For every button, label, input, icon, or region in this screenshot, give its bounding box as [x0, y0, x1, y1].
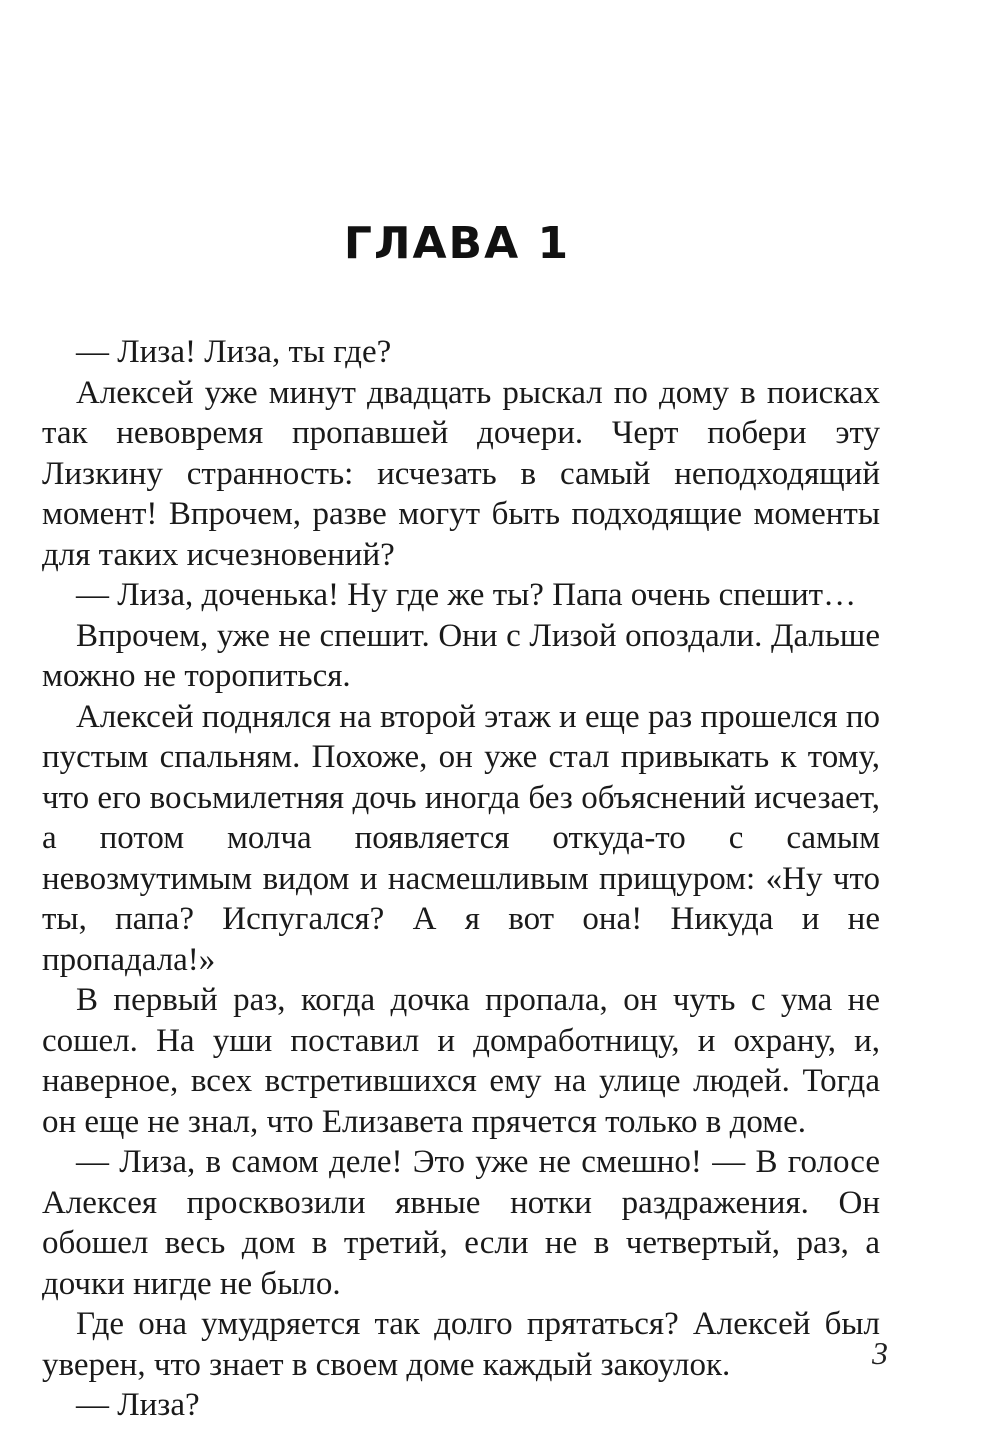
paragraph: Алексей поднялся на второй этаж и еще раз прошелся по пустым спальням. Похоже, он уже стал привыкать к тому, что его восьмилетняя дочь иногда без объяснений исчезает, а потом молча появляется откуда-то с самым невозмутимым видом и насмешливым прищуром: «Ну что ты, папа? Испугался? А я вот она! Никуда и не пропадала!» [42, 698, 880, 978]
paragraph: — Лиза, доченька! Ну где же ты? Папа очень спешит… [76, 577, 857, 613]
paragraph: — Лиза? [76, 1387, 200, 1423]
paragraph: — Лиза! Лиза, ты где? [76, 334, 392, 370]
body-text [42, 332, 880, 1426]
paragraph: Где она умудряется так долго прятаться? Алексей был уверен, что знает в своем доме каждый закоулок. [42, 1306, 880, 1383]
chapter-title: ГЛАВА 1 [343, 218, 571, 269]
paragraph: Алексей уже минут двадцать рыскал по дому в поисках так невовремя пропавшей дочери. Черт побери эту Лизкину странность: исчезать в самый неподходящий момент! Впрочем, разве могут быть подходящие моменты для таких исчезновений? [42, 374, 880, 573]
page-number: 3 [872, 1335, 888, 1371]
paragraph: В первый раз, когда дочка пропала, он чуть с ума не сошел. На уши поставил и домработницу, и охрану, и, наверное, всех встретившихся ему на улице людей. Тогда он еще не знал, что Елизавета прячется только в доме. [42, 982, 880, 1140]
paragraph: — Лиза, в самом деле! Это уже не смешно! — В голосе Алексея просквозили явные нотки раздражения. Он обошел весь дом в третий, если не в четвертый, раз, а дочки нигде не было. [42, 1144, 880, 1302]
paragraph: Впрочем, уже не спешит. Они с Лизой опоздали. Дальше можно не торопиться. [42, 617, 880, 694]
